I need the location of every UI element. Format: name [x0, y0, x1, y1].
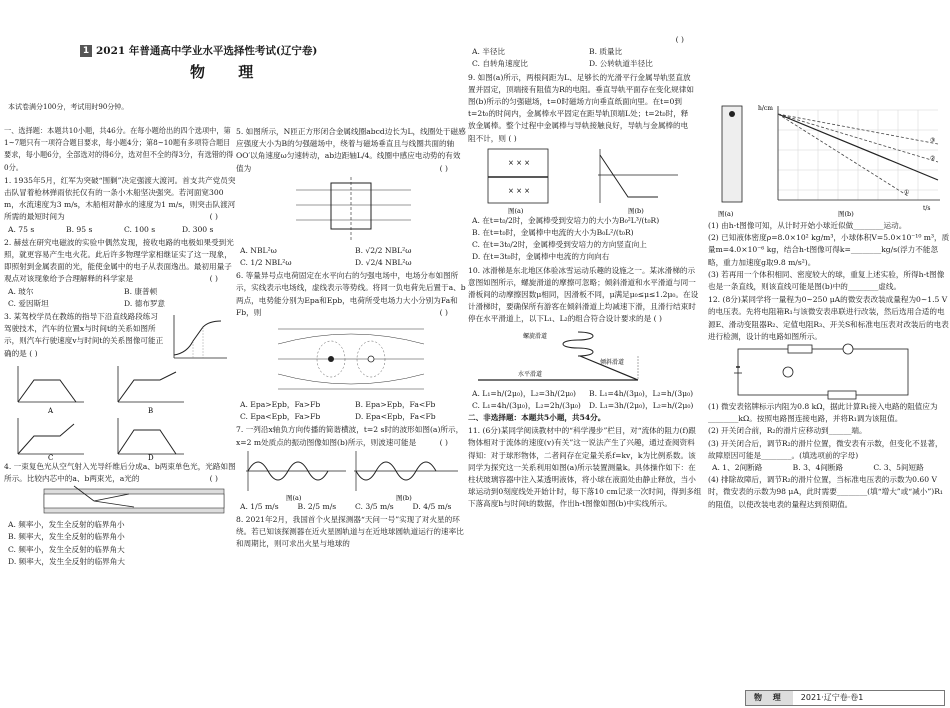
title-badge: 1	[80, 45, 92, 57]
question-3	[4, 311, 236, 460]
q1-option-a: A. 75 s	[8, 224, 35, 234]
q4-option-a: A. 频率小，发生全反射的临界角小	[8, 520, 125, 530]
q2-option-a: A. 玻尔	[8, 286, 34, 296]
column-4	[704, 100, 950, 511]
q2-paren: ( )	[209, 274, 218, 284]
q3-option-graphs	[4, 362, 224, 460]
q7-text: 7. 一列沿x轴负方向传播的简谐横波，t=2 s时的波形如图(a)所示，x=2 m处质点的振动图像如图(b)所示，则波速可能是	[236, 425, 464, 447]
q9-option-d: D. 在t=3t₀时，金属棒中电流的方向向右	[472, 252, 610, 262]
q9-fig-a-label: 图(a)	[508, 206, 524, 215]
q4-option-d: D. 频率大，发生全反射的临界角大	[8, 556, 125, 566]
q3-label-c: C	[48, 453, 54, 460]
q7-option-d: D. 4/5 m/s	[412, 501, 452, 511]
q12-option-a: A. 1、2间断路	[712, 463, 763, 473]
exam-title-row	[80, 45, 317, 57]
q12-text: 12. (8分)某同学将一量程为0~250 μA的微安表改装成量程为0~1.5 V的电压表。先将电阻箱R₁与该微安表串联进行改装，然后选用合适的电源E、滑动变阻器R₂、定值电阻R₃、开关S和标准电压表对改装后的电表进行检测，设计的电路如图所示。	[708, 295, 949, 341]
q6-option-a: A. Epa>Epb，Fa>Fb	[240, 400, 321, 410]
q12-part-3: (3) 开关闭合后，调节R₂的滑片位置，微安表有示数，但变化不显著，故障原因可能是________。(填选项前的字母)	[708, 438, 943, 460]
q9-fig-b-label: 图(b)	[628, 206, 644, 215]
svg-text:× × ×: × × ×	[508, 158, 531, 167]
page-footer	[745, 690, 945, 706]
q4-fiber-figure	[34, 485, 234, 519]
question-4	[4, 461, 236, 568]
q10-spiral-label: 螺旋滑道	[523, 332, 548, 340]
q1-option-c: C. 100 s	[124, 224, 156, 234]
q3-paren: ( )	[29, 348, 38, 358]
q7-paren: ( )	[439, 437, 448, 447]
section-1-heading: 一、选择题：本题共10小题，共46分。在每小题给出的四个选项中，第1~7题只有一项符合题目要求，每小题4分；第8~10题有多项符合题目要求，每小题6分，全部选对的得6分，选对但不全的得3分，有选错的得0分。	[4, 126, 234, 172]
q11-part-3: (3) 若再用一个体积相同、密度较大的球，重复上述实验，所得h-t图像也是一条直线，则该直线可能是图(b)中的________虚线。	[708, 269, 945, 292]
q12-part-1: (1) 微安表铭牌标示内阻为0.8 kΩ，据此计算R₁接入电路的阻值应为________kΩ。按照电路图连接电路，并将R₁调为该阻值。	[708, 402, 938, 424]
q4-option-c: C. 频率小，发生全反射的临界角大	[8, 544, 125, 554]
q6-field-figure	[276, 319, 426, 399]
question-2	[4, 237, 236, 310]
q10-option-a: A. L₁=h/(2μ₀)，L₂=3h/(2μ₀)	[472, 388, 577, 398]
question-8-continued	[468, 34, 702, 71]
q11-y-unit: h/cm	[758, 105, 773, 112]
question-11	[468, 425, 702, 545]
q12-option-c: C. 3、5间短路	[873, 463, 924, 473]
q6-option-d: D. Epa<Epb，Fa<Fb	[355, 412, 436, 422]
q9-option-a: A. 在t=t₀/2时，金属棒受到安培力的大小为B₀²L³/(t₀R)	[472, 215, 660, 225]
question-10	[468, 265, 702, 412]
q3-label-d: D	[148, 453, 154, 460]
exam-note: 本试卷满分100分，考试用时90分钟。	[8, 103, 129, 111]
q8-option-a: A. 半径比	[472, 47, 506, 57]
q11-line-label-3: ③	[930, 137, 936, 144]
q11-line-label-1: ①	[904, 189, 910, 196]
q11-x-unit: t/s	[923, 205, 931, 212]
q2-option-b: B. 康普顿	[124, 286, 158, 296]
footer-page: 2021·辽宁卷·卷1	[800, 692, 864, 702]
footer-subject: 物 理	[746, 691, 793, 705]
q12-option-b: B. 3、4间断路	[792, 463, 844, 473]
q7-option-a: A. 1/5 m/s	[240, 501, 279, 511]
q10-incline-label: 倾斜滑道	[600, 358, 625, 366]
q11-part-2: (2) 已知液体密度ρ=8.0×10² kg/m³，小球体积V=5.0×10⁻¹⁰ m³，质量m=4.0×10⁻⁶ kg，结合h-t图像可得k=________kg/s(浮力不能忽略，重力加速度g取9.8 m/s²)。	[708, 233, 950, 267]
q6-option-c: C. Epa<Epb，Fa>Fb	[240, 412, 321, 422]
q1-paren: ( )	[209, 212, 218, 222]
q7-option-b: B. 2/5 m/s	[297, 501, 337, 511]
q4-option-b: B. 频率大，发生全反射的临界角小	[8, 532, 125, 542]
q2-text: 2. 赫兹在研究电磁波的实验中偶然发现，接收电路的电极如果受到光照，就更容易产生电火花。此后许多物理学家相继证实了这一现象，即照射到金属表面的光，能使金属中的电子从表面逸出。最初用量子观点对该现象给予合理解释的科学家是	[4, 237, 234, 284]
q3-label-b: B	[148, 406, 154, 415]
column-3	[466, 34, 702, 545]
q11-fig-a-label: 图(a)	[718, 210, 734, 218]
q9-option-c: C. 在t=3t₀/2时，金属棒受到安培力的方向竖直向上	[472, 240, 647, 250]
q12-circuit-figure	[728, 343, 928, 401]
q3-text: 3. 某驾校学员在教练的指导下沿直线路段练习驾驶技术，汽车的位置x与时间t的关系如图所示，则汽车行驶速度v与时间t的关系图像可能正确的是	[4, 312, 164, 358]
q5-option-c: C. 1/2 NBL²ω	[240, 258, 292, 268]
section-2-heading: 二、非选择题：本题共5小题，共54分。	[468, 413, 606, 423]
q10-horizontal-label: 水平滑道	[518, 370, 543, 378]
q4-text: 4. 一束复色光从空气射入光导纤维后分成a、b两束单色光，光路如图所示。比较内芯中的a、b两束光，a光的	[4, 461, 236, 484]
q3-xt-graph	[169, 313, 229, 363]
q10-option-b: B. L₁=4h/(3μ₀)，L₂=h/(3μ₀)	[589, 388, 694, 398]
q11-fig-b-label: 图(b)	[838, 210, 854, 218]
q9-option-b: B. 在t=t₀时，金属棒中电流的大小为B₀L²/(t₀R)	[472, 228, 634, 238]
q7-fig-b-label: 图(b)	[396, 493, 412, 501]
q8-text: 8. 2021年2月，我国首个火星探测器“天问一号”实现了对火星的环绕。若已知该探测器在近火星圆轨道与在近地球圆轨道运行的速率比和周期比，则可求出火星与地球的	[236, 515, 464, 549]
q2-option-d: D. 德布罗意	[124, 298, 166, 308]
question-1	[4, 175, 236, 236]
question-9	[468, 72, 702, 264]
q1-text: 1. 1935年5月，红军为突破“围剿”决定强渡大渡河。首支共产党员突击队冒着枪林弹雨依托仅有的一条小木船坚决强突。若河面宽300 m，水流速度为3 m/s，木船相对静水的速度为1 m/s，则突击队渡河所需的最短时间为	[4, 175, 236, 222]
q10-paren: ( )	[653, 314, 662, 324]
q5-option-b: B. √2/2 NBL²ω	[355, 245, 412, 255]
question-12	[708, 294, 950, 511]
q9-paren: ( )	[508, 133, 517, 143]
q8-option-d: D. 公转轨道半径比	[589, 59, 653, 69]
question-6	[236, 270, 466, 423]
svg-text:× × ×: × × ×	[508, 186, 531, 195]
question-7	[236, 424, 466, 513]
question-8	[236, 514, 466, 551]
q7-option-c: C. 3/5 m/s	[355, 501, 394, 511]
q11-text: 11. (6分)某同学阅读教材中的“科学漫步”栏目，对“流体的阻力(f)跟物体相对于流体的速度(v)有关”这一说法产生了兴趣，通过查阅资料得知：对于球形物体，二者间存在定量关系f=kv，k为比例系数。该同学为探究这一关系利用如图(a)所示装置测量k。具体操作如下：在柱状玻璃容器中注入某透明液体，将小球在液面处由静止释放，当小球运动到0刻度线处开始计时，每下落10 cm记录一次时间，得到多组下落高度h与时间t的数据，作出h-t图像如图(b)中实线所示。	[468, 426, 702, 509]
q9-figures	[468, 145, 694, 215]
q6-text: 6. 等量异号点电荷固定在水平向右的匀强电场中，电场分布如图所示，实线表示电场线，虚线表示等势线。将同一负电荷先后置于a、b两点，电势能分别为Epa和Epb，电荷所受电场力大小分别为Fa和Fb，则	[236, 271, 466, 317]
q10-option-c: C. L₁=4h/(3μ₀)，L₂=2h/(3μ₀)	[472, 400, 581, 410]
q10-option-d: D. L₁=3h/(2μ₀)，L₂=h/(2μ₀)	[589, 400, 694, 410]
q8-option-b: B. 质量比	[589, 47, 623, 57]
q11-line-label-2: ②	[930, 155, 936, 162]
q5-option-d: D. √2/4 NBL²ω	[355, 258, 412, 268]
q10-text: 10. 冰滑梯是东北地区体验冰雪运动乐趣的设施之一。某冰滑梯的示意图如图所示，螺旋滑道的摩擦可忽略；倾斜滑道和水平滑道与同一滑板间的动摩擦因数μ相同，因滑板不同，μ满足μ₀≤μ≤1.2μ₀。在设计滑梯时，要确保所有游客在倾斜滑道上均减速下滑，且滑行结束时停在水平滑道上，以下L₁、L₂的组合符合设计要求的是	[468, 265, 699, 324]
q6-option-b: B. Epa>Epb，Fa<Fb	[355, 400, 436, 410]
q4-paren: ( )	[209, 474, 218, 484]
exam-title: 2021 年普通高中学业水平选择性考试(辽宁卷)	[96, 45, 318, 57]
q11-figures	[708, 100, 948, 220]
q5-text: 5. 如图所示，N匝正方形闭合金属线圈abcd边长为L，线圈处于磁感应强度大小为B的匀强磁场中，绕着与磁场垂直且与线圈共面的轴OO′以角速度ω匀速转动，ab边距轴L/4。线圈中感应电动势的有效值为	[236, 127, 466, 173]
q5-coil-figure	[286, 175, 416, 245]
column-2	[236, 125, 466, 551]
q12-part-4: (4) 排除故障后，调节R₂的滑片位置，当标准电压表的示数为0.60 V时，微安表的示数为98 μA，此时需要________(填“增大”或“减小”)R₁的阻值，以使改装电表的量程达到预期值。	[708, 475, 943, 509]
q7-wave-figures	[236, 449, 462, 501]
q10-slide-figure	[468, 326, 694, 388]
q1-option-d: D. 300 s	[182, 224, 214, 234]
q2-option-c: C. 爱因斯坦	[8, 298, 49, 308]
q9-text: 9. 如图(a)所示，两根间距为L、足够长的光滑平行金属导轨竖直放置并固定，顶端接有阻值为R的电阻。垂直导轨平面存在变化规律如图(b)所示的匀强磁场，t=0时磁场方向垂直纸面向里。在t=0到t=2t₀的时间内，金属棒水平固定在距导轨顶端L处；t=2t₀时，释放金属棒。整个过程中金属棒与导轨接触良好，导轨与金属棒的电阻不计，则	[468, 72, 694, 143]
q6-paren: ( )	[439, 307, 448, 317]
q3-label-a: A	[48, 406, 54, 415]
subject-heading: 物 理	[190, 63, 268, 81]
q5-paren: ( )	[439, 163, 448, 173]
column-1	[0, 125, 236, 568]
q11-part-1: (1) 由h-t图像可知，从计时开始小球近似做________运动。	[708, 221, 907, 230]
q7-fig-a-label: 图(a)	[286, 493, 302, 501]
q12-part-2: (2) 开关闭合前，R₂的滑片应移动到______端。	[708, 426, 867, 436]
q8-option-c: C. 自转角速度比	[472, 59, 528, 69]
q5-option-a: A. NBL²ω	[240, 245, 277, 255]
q1-option-b: B. 95 s	[66, 224, 93, 234]
question-5	[236, 126, 466, 269]
q8-paren: ( )	[675, 35, 684, 44]
